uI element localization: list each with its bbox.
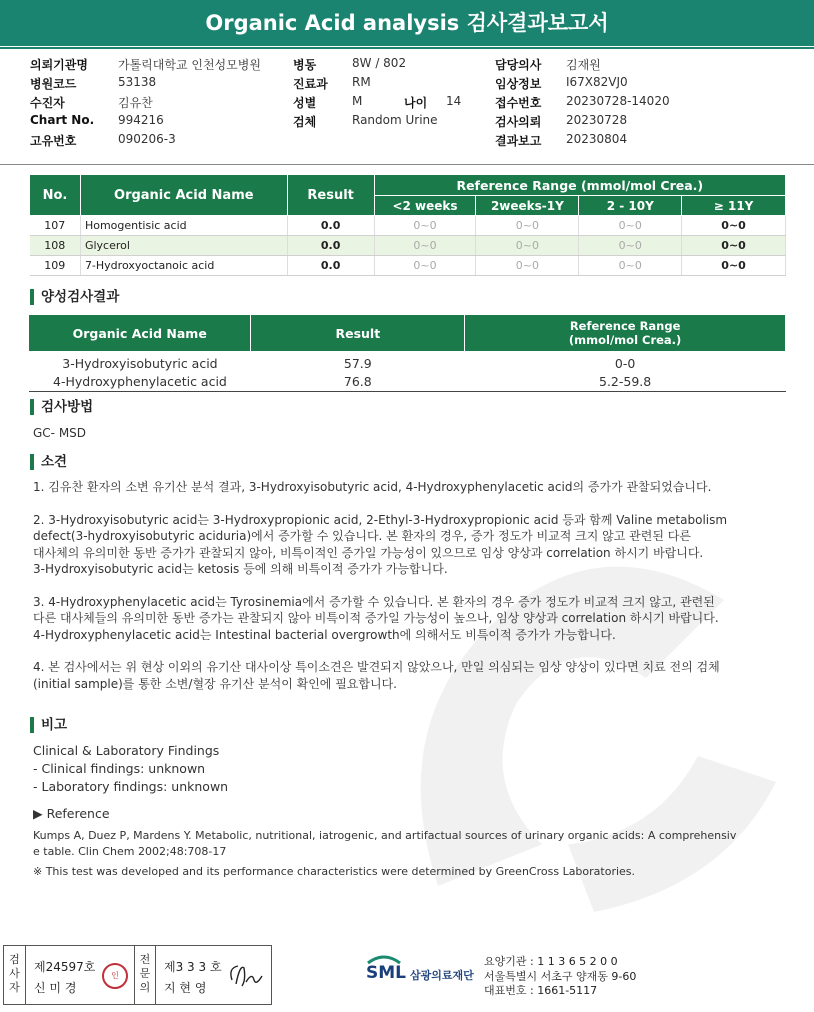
cell-ref-2: 0~0 [476, 216, 579, 236]
value-clinical-info: I67X82VJ0 [566, 75, 628, 89]
value-report-date: 20230804 [566, 132, 628, 146]
cell-name: Glycerol [80, 236, 287, 256]
subheader-2weeks-1y: 2weeks-1Y [476, 196, 579, 216]
value-patient: 김유찬 [118, 96, 153, 110]
sml-logo-text: SML [366, 963, 406, 983]
value-receipt-no: 20230728-14020 [566, 94, 670, 108]
header-result: Result [287, 175, 374, 216]
tester-license-no: 제24597호 [34, 960, 96, 974]
finding-3-line-3: 4-Hydroxyphenylacetic acid는 Intestinal bacterial overgrowth에 의해서도 비특이적 증가가 가능합니다. [33, 627, 616, 642]
address-line-3: 대표번호 : 1661-5117 [484, 984, 598, 997]
pos-header-result: Result [251, 315, 465, 351]
pos-cell-result: 57.9 [343, 355, 372, 371]
cell-ref-4: 0~0 [682, 216, 786, 236]
value-unique-no: 090206-3 [118, 132, 176, 146]
organic-acid-table [29, 174, 786, 276]
finding-1: 1. 김유찬 환자의 소변 유기산 분석 결과, 3-Hydroxyisobutyric acid, 4-Hydroxyphenylacetic acid의 증가가 관찰되었습니다. [33, 480, 712, 494]
finding-2-line-3: 대사체의 유의미한 동반 증가가 관찰되지 않아, 비특이적인 증가일 가능성이 있으므로 임상 양상과 correlation 하시기 바랍니다. [33, 545, 704, 560]
remarks-body [33, 742, 783, 796]
positive-results-table [29, 315, 786, 392]
remarks-line-2: - Clinical findings: unknown [33, 761, 206, 776]
table-row [30, 256, 786, 276]
label-department: 진료과 [293, 77, 328, 91]
seal-stamp: 인 [102, 963, 128, 989]
cell-name: Homogentisic acid [80, 216, 287, 236]
pos-cell-result: 76.8 [251, 372, 465, 392]
value-specimen: Random Urine [352, 113, 438, 127]
method-section-title: 검사방법 [30, 399, 93, 415]
tester-label [4, 946, 26, 1004]
cell-no: 109 [30, 256, 81, 276]
tester-label-char: 사 [9, 967, 20, 980]
label-unique-no: 고유번호 [30, 134, 77, 148]
label-specimen: 검체 [293, 115, 317, 129]
tester-name: 신 미 경 [34, 981, 77, 995]
finding-2-line-2: defect(3-hydroxyisobutyric aciduria)에서 증가할 수 있습니다. 본 환자의 경우, 증가 정도가 비교적 크지 않고 관련된 다른 [33, 529, 691, 543]
cell-ref-3: 0~0 [579, 256, 682, 276]
specialist-license-no: 제3 3 3 호 [164, 960, 222, 974]
patient-info-col1 [30, 56, 290, 151]
subheader-under-2-weeks: <2 weeks [374, 196, 476, 216]
label-request-date: 검사의뢰 [495, 115, 542, 129]
cell-ref-1: 0~0 [374, 236, 476, 256]
label-institution: 의뢰기관명 [30, 58, 88, 72]
specialist-label [134, 946, 156, 1004]
finding-2-line-4: 3-Hydroxyisobutyric acid는 ketosis 등에 의해 비특이적 증가가 가능합니다. [33, 562, 448, 576]
finding-3-line-2: 다른 대사체들의 유의미한 동반 증가는 관찰되지 않아 비특이적 증가일 가능성이 높으나, 임상 양상과 correlation 하시기 바랍니다. [33, 611, 719, 625]
value-ward: 8W / 802 [352, 56, 407, 70]
findings-section-title: 소견 [30, 454, 67, 470]
label-clinical-info: 임상정보 [495, 77, 542, 91]
tester-label-char: 자 [9, 981, 20, 994]
remarks-line-1: Clinical & Laboratory Findings [33, 743, 220, 758]
label-hospital-code: 병원코드 [30, 77, 77, 91]
label-age: 나이 [404, 96, 428, 110]
patient-info-col3 [495, 56, 695, 151]
label-doctor: 담당의사 [495, 58, 542, 72]
label-report-date: 결과보고 [495, 134, 542, 148]
tester-label-char: 검 [9, 953, 20, 966]
table-row [29, 372, 786, 392]
reference-line-1: Kumps A, Duez P, Mardens Y. Metabolic, nutritional, iatrogenic, and artifactual sources of urinary organic acids: A comprehensiv [33, 829, 737, 842]
value-request-date: 20230728 [566, 113, 628, 127]
cell-result: 0.0 [287, 216, 374, 236]
cell-ref-3: 0~0 [579, 216, 682, 236]
address-line-1: 요양기관 : 1 1 3 6 5 2 0 0 [484, 955, 618, 968]
pos-cell-name: 3-Hydroxyisobutyric acid [62, 355, 218, 371]
report-title: Organic Acid analysis 검사결과보고서 [0, 0, 814, 46]
cell-ref-2: 0~0 [476, 236, 579, 256]
pos-header-ref-line1: Reference Range [569, 319, 681, 333]
pos-cell-name: 4-Hydroxyphenylacetic acid [29, 372, 251, 392]
remarks-section-title: 비고 [30, 717, 67, 733]
header-no: No. [30, 175, 81, 216]
specialist-label-char: 전 [139, 953, 151, 966]
method-text: GC- MSD [33, 426, 87, 440]
pos-cell-ref: 5.2-59.8 [465, 372, 786, 392]
cell-ref-4: 0~0 [682, 256, 786, 276]
subheader-2-10y: 2 - 10Y [579, 196, 682, 216]
table-row [29, 351, 786, 372]
cell-result: 0.0 [287, 236, 374, 256]
value-sex: M [352, 94, 363, 108]
specialist-label-char: 문 [139, 967, 151, 980]
value-chart-no: 994216 [118, 113, 164, 127]
value-doctor: 김재원 [566, 58, 601, 72]
address-line-2: 서울특별시 서초구 양재동 9-60 [484, 969, 637, 983]
finding-3-line-1: 3. 4-Hydroxyphenylacetic acid는 Tyrosinemia에서 증가할 수 있습니다. 본 환자의 경우 증가 정도가 비교적 크지 않고, 관련된 [33, 594, 715, 609]
pos-header-ref-line2: (mmol/mol Crea.) [568, 333, 682, 347]
cell-no: 108 [30, 236, 81, 256]
label-ward: 병동 [293, 58, 317, 72]
value-hospital-code: 53138 [118, 75, 157, 89]
lab-note: ※ This test was developed and its performance characteristics were determined by GreenCross Laboratories. [33, 865, 636, 878]
findings-body [33, 479, 783, 692]
report-footer [0, 945, 814, 1005]
signature-box [3, 945, 272, 1005]
cell-ref-2: 0~0 [476, 256, 579, 276]
table-row [30, 216, 786, 236]
value-institution: 가톨릭대학교 인천성모병원 [118, 58, 261, 72]
cell-name: 7-Hydroxyoctanoic acid [80, 256, 287, 276]
cell-ref-1: 0~0 [374, 256, 476, 276]
finding-2-line-1: 2. 3-Hydroxyisobutyric acid는 3-Hydroxypropionic acid, 2-Ethyl-3-Hydroxypropionic acid 등과 함께 Valine metabolism [33, 512, 728, 527]
label-patient: 수진자 [30, 96, 65, 110]
label-sex: 성별 [293, 96, 317, 110]
reference-body [33, 828, 783, 860]
reference-title: ▶ Reference [33, 806, 110, 821]
sml-logo-name: 삼광의료재단 [410, 969, 474, 982]
cell-no: 107 [30, 216, 81, 236]
header-name: Organic Acid Name [80, 175, 287, 216]
value-age: 14 [446, 94, 462, 108]
finding-4-line-1: 4. 본 검사에서는 위 현상 이외의 유기산 대사이상 특이소견은 발견되지 않았으나, 만일 의심되는 임상 양상이 있다면 치료 전의 검체 [33, 660, 720, 674]
specialist-label-char: 의 [139, 981, 151, 994]
label-receipt-no: 접수번호 [495, 96, 542, 110]
patient-info-col2 [293, 56, 473, 132]
positive-section-title: 양성검사결과 [30, 289, 119, 305]
signature-icon [226, 958, 266, 992]
subheader-11y-plus: ≥ 11Y [682, 196, 786, 216]
label-chart-no: Chart No. [30, 113, 95, 127]
finding-4-line-2: (initial sample)를 통한 소변/혈장 유기산 분석이 확인에 필요합니다. [33, 676, 397, 691]
header-divider [0, 164, 814, 165]
value-department: RM [352, 75, 371, 89]
cell-result: 0.0 [287, 256, 374, 276]
remarks-line-3: - Laboratory findings: unknown [33, 779, 229, 794]
cell-ref-1: 0~0 [374, 216, 476, 236]
pos-cell-ref: 0-0 [614, 355, 636, 371]
specialist-name: 지 현 영 [164, 981, 207, 995]
reference-line-2: e table. Clin Chem 2002;48:708-17 [33, 845, 227, 858]
cell-ref-4: 0~0 [682, 236, 786, 256]
table-row [30, 236, 786, 256]
cell-ref-3: 0~0 [579, 236, 682, 256]
pos-header-name: Organic Acid Name [29, 315, 251, 351]
pos-header-reference [465, 315, 786, 351]
header-reference-range: Reference Range (mmol/mol Crea.) [374, 175, 785, 196]
lab-address [484, 955, 636, 999]
